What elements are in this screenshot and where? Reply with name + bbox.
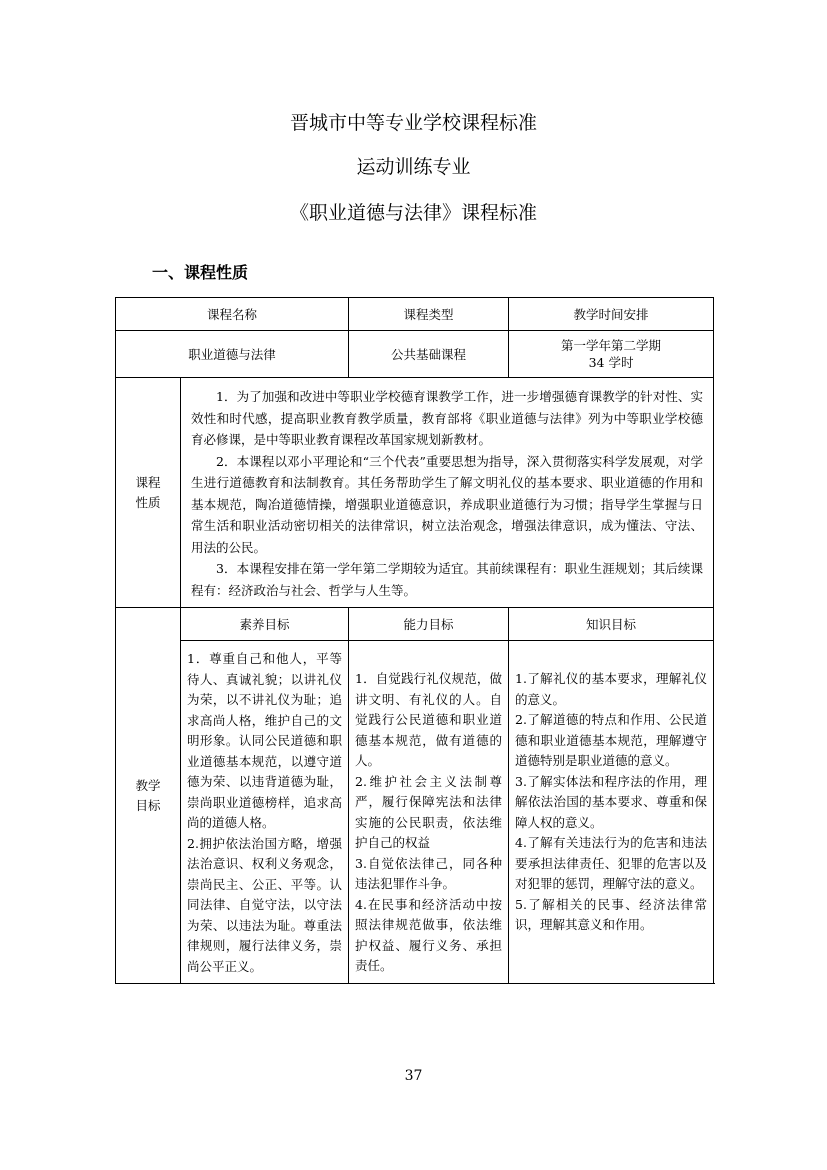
knowledge-goal-item: 1.了解礼仪的基本要求，理解礼仪的意义。 <box>515 671 708 707</box>
quality-goals-header: 素养目标 <box>181 608 349 641</box>
schedule-value <box>509 331 714 378</box>
knowledge-goal-item: 2.了解道德的特点和作用、公民道德和职业道德基本规范，理解遵守道德特别是职业道德的意义。 <box>515 712 708 768</box>
knowledge-goals-header: 知识目标 <box>509 608 714 641</box>
ability-goal-item: 1．自觉践行礼仪规范，做讲文明、有礼仪的人。自觉践行公民道德和职业道德基本规范，做有道德的人。 <box>355 671 503 768</box>
knowledge-goals-cell <box>509 641 714 984</box>
nature-paragraph-3: 3．本课程安排在第一学年第二学期较为适宜。其前续课程有：职业生涯规划；其后续课程有：经济政治与社会、哲学与人生等。 <box>191 561 704 598</box>
schedule-term: 第一学年第二学期 <box>561 338 662 353</box>
knowledge-goal-item: 4.了解有关违法行为的危害和违法要承担法律责任、犯罪的危害以及对犯罪的惩罚，理解守法的意义。 <box>515 835 708 891</box>
course-type-header: 课程类型 <box>349 298 509 331</box>
course-standard-table <box>115 297 714 984</box>
page-number: 37 <box>404 1068 423 1084</box>
teaching-goals-label-line1: 教学 <box>135 777 161 793</box>
schedule-hours: 34 学时 <box>588 355 634 370</box>
ability-goals-cell <box>349 641 509 984</box>
course-name-header: 课程名称 <box>116 298 349 331</box>
course-nature-text <box>181 378 714 608</box>
quality-goals-cell <box>181 641 349 984</box>
nature-paragraph-1: 1．为了加强和改进中等职业学校德育课教学工作，进一步增强德育课教学的针对性、实效性和时代感，提高职业教育教学质量，教育部将《职业道德与法律》列为中等职业学校德育必修课，是中等职业教育课程改革国家规划新教材。 <box>191 389 704 447</box>
ability-goal-item: 2.维护社会主义法制尊严，履行保障宪法和法律实施的公民职责，依法维护自己的权益 <box>355 773 503 850</box>
ability-goals-header: 能力目标 <box>349 608 509 641</box>
ability-goal-item: 3.自觉依法律己，同各种违法犯罪作斗争。 <box>355 855 503 891</box>
course-nature-label-line2: 性质 <box>135 494 161 510</box>
knowledge-goal-item: 3.了解实体法和程序法的作用，理解依法治国的基本要求、尊重和保障人权的意义。 <box>515 773 708 830</box>
nature-paragraph-2: 2．本课程以邓小平理论和“三个代表”重要思想为指导，深入贯彻落实科学发展观，对学生进行道德教育和法制教育。其任务帮助学生了解文明礼仪的基本要求、职业道德的作用和基本规范，陶冶道德情操，增强职业道德意识，养成职业道德行为习惯；指导学生掌握与日常生活和职业活动密切相关的法律常识，树立法治观念，增强法律意识，成为懂法、守法、用法的公民。 <box>191 453 704 555</box>
knowledge-goal-item: 5.了解相关的民事、经济法律常识，理解其意义和作用。 <box>515 896 708 932</box>
goals-content-row <box>116 641 714 984</box>
course-info-header-row <box>116 298 714 331</box>
course-nature-label <box>116 378 181 608</box>
course-type-value: 公共基础课程 <box>349 331 509 378</box>
document-title: 晋城市中等专业学校课程标准 <box>289 112 537 134</box>
course-info-value-row <box>116 331 714 378</box>
course-title: 《职业道德与法律》课程标准 <box>289 202 537 224</box>
ability-goal-item: 4.在民事和经济活动中按照法律规范做事，依法维护权益、履行义务、承担责任。 <box>355 896 503 973</box>
schedule-header: 教学时间安排 <box>509 298 714 331</box>
teaching-goals-label-line2: 目标 <box>135 797 161 813</box>
quality-goal-item: 1．尊重自己和他人，平等待人、真诚礼貌；以讲礼仪为荣，以不讲礼仪为耻；追求高尚人格，维护自己的文明形象。认同公民道德和职业道德基本规范，以遵守道德为荣、以违背道德为耻，崇尚职业道德榜样，追求高尚的道德人格。 <box>187 651 343 830</box>
course-name-value: 职业道德与法律 <box>116 331 349 378</box>
goals-header-row <box>116 608 714 641</box>
course-nature-label-line1: 课程 <box>135 474 161 490</box>
course-nature-row <box>116 378 714 608</box>
section-heading-course-nature: 一、课程性质 <box>152 263 249 282</box>
teaching-goals-label <box>116 608 181 984</box>
major-title: 运动训练专业 <box>356 156 471 178</box>
quality-goal-item: 2.拥护依法治国方略，增强法治意识、权利义务观念，崇尚民主、公正、平等。认同法律、自觉守法，以守法为荣、以违法为耻。尊重法律规则，履行法律义务，崇尚公平正义。 <box>187 835 343 974</box>
